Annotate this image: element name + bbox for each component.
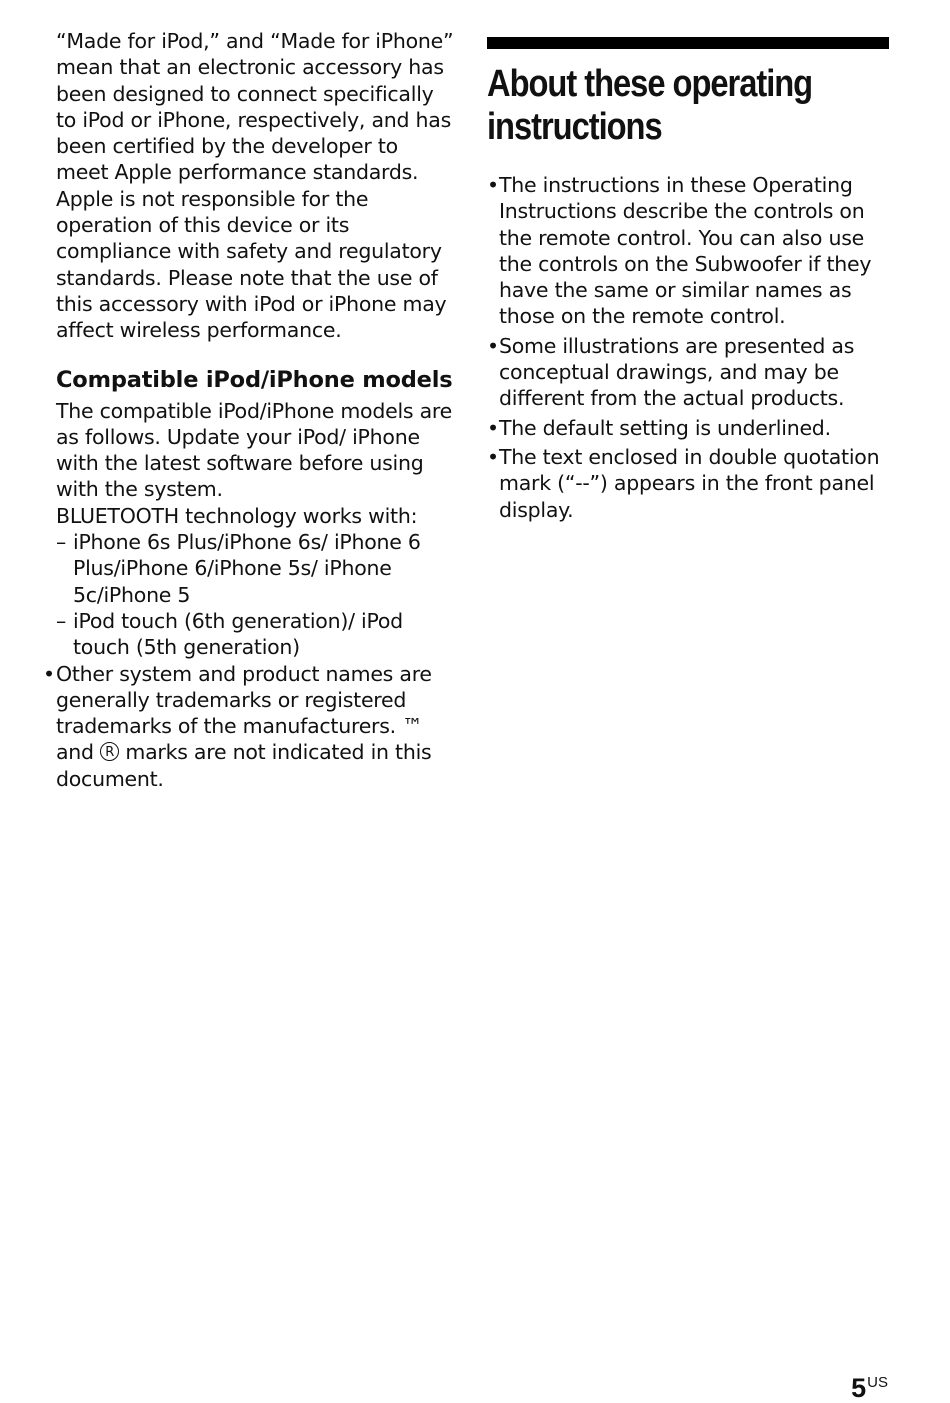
bullet-text: The text enclosed in double quotation mark (“--”) appears in the front panel display. (499, 444, 880, 522)
bullet-text: Some illustrations are presented as conceptual drawings, and may be different from the actual products. (499, 333, 855, 411)
list-item (487, 444, 889, 523)
list-item (487, 172, 889, 330)
list-item (56, 529, 454, 608)
list-item (43, 661, 454, 792)
made-for-ipod-paragraph: “Made for iPod,” and “Made for iPhone” mean that an electronic accessory has been designed to connect specifically to iPod or iPhone, respectively, and has been certified by the developer to meet Apple performance standards. Apple is not responsible for the operation of this device or its compliance with safety and regulatory standards. Please note that the use of this accessory with iPod or iPhone may affect wireless performance. (56, 29, 454, 343)
right-column (487, 28, 889, 526)
bullet-text: The instructions in these Operating Instructions describe the controls on the remote control. You can also use the controls on the Subwoofer if they have the same or similar names as those on the remote control. (499, 173, 872, 329)
section-title: About these operating instructions (487, 63, 813, 148)
bullet-marker: • (487, 444, 499, 469)
compatible-models-paragraph: The compatible iPod/iPhone models are as follows. Update your iPod/ iPhone with the latest software before using with the system. (56, 398, 453, 502)
page-number-digit: 5 (851, 1373, 867, 1403)
model-item-text: iPhone 6s Plus/iPhone 6s/ iPhone 6 Plus/iPhone 6/iPhone 5s/ iPhone 5c/iPhone 5 (73, 530, 421, 607)
model-item-text: iPod touch (6th generation)/ iPod touch (5th generation) (73, 608, 403, 660)
trademark-note-text-end: marks are not indicated in this document. (56, 740, 432, 791)
bullet-marker: • (487, 333, 499, 358)
trademark-bullet-list (43, 661, 454, 792)
page-number (851, 1368, 888, 1403)
bullet-marker: • (43, 661, 55, 686)
dash-marker: – (56, 530, 66, 555)
bullet-marker: • (487, 173, 499, 197)
compatible-models-heading: Compatible iPod/iPhone models (56, 366, 453, 393)
list-item (487, 415, 889, 441)
bluetooth-works-with-line: BLUETOOTH technology works with: (56, 503, 418, 528)
dash-marker: – (56, 608, 66, 633)
registered-mark-icon: R (100, 742, 119, 761)
page-number-suffix: US (867, 1374, 888, 1391)
left-column (43, 28, 454, 792)
heading-rule (487, 37, 889, 49)
compatible-models-list (56, 529, 454, 660)
instructions-bullet-list (487, 172, 889, 523)
bullet-marker: • (487, 415, 499, 440)
list-item (56, 608, 454, 661)
trademark-note-text: Other system and product names are generally trademarks or registered trademarks of the manufacturers. ™ and (56, 661, 432, 765)
list-item (487, 333, 889, 412)
bullet-text: The default setting is underlined. (499, 415, 831, 440)
